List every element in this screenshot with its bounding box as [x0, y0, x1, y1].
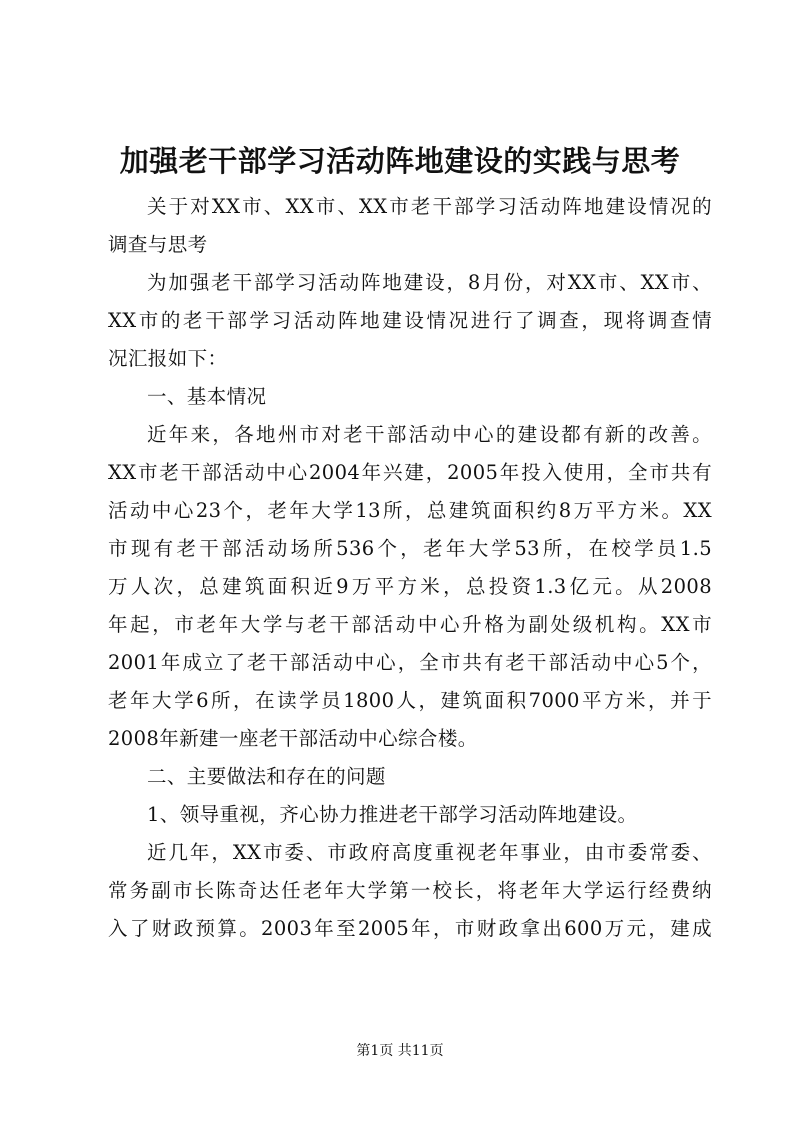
text-line: 况汇报如下：	[108, 347, 228, 370]
text-line: 调查与思考	[108, 233, 208, 256]
text-line: 一、基本情况	[147, 385, 267, 408]
text-line: 活动中心23个，老年大学13所，总建筑面积约8万平方米。XX	[108, 499, 712, 522]
text-line: 常务副市长陈奇达任老年大学第一校长，将老年大学运行经费纳	[108, 879, 712, 902]
document-title: 加强老干部学习活动阵地建设的实践与思考	[119, 144, 681, 178]
text-line: 老年大学6所，在读学员1800人，建筑面积7000平方米，并于	[108, 689, 712, 712]
text-line: XX市的老干部学习活动阵地建设情况进行了调查，现将调查情	[108, 309, 712, 332]
text-line: 关于对XX市、XX市、XX市老干部学习活动阵地建设情况的	[147, 195, 712, 218]
text-line: 2008年新建一座老干部活动中心综合楼。	[108, 727, 478, 750]
page-number-footer: 第1页 共11页	[356, 1043, 444, 1059]
text-line: 万人次，总建筑面积近9万平方米，总投资1.3亿元。从2008	[108, 575, 712, 598]
text-line: 二、主要做法和存在的问题	[147, 765, 386, 788]
text-line: XX市老干部活动中心2004年兴建，2005年投入使用，全市共有	[108, 461, 712, 484]
text-line: 年起，市老年大学与老干部活动中心升格为副处级机构。XX市	[108, 613, 712, 636]
text-line: 入了财政预算。2003年至2005年，市财政拿出600万元，建成	[108, 917, 712, 940]
text-line: 为加强老干部学习活动阵地建设，8月份，对XX市、XX市、	[147, 271, 712, 294]
document-body	[108, 188, 712, 948]
text-line: 近几年，XX市委、市政府高度重视老年事业，由市委常委、	[147, 841, 712, 864]
text-line: 近年来，各地州市对老干部活动中心的建设都有新的改善。	[147, 423, 712, 446]
text-line: 2001年成立了老干部活动中心，全市共有老干部活动中心5个，	[108, 651, 712, 674]
text-line: 市现有老干部活动场所536个，老年大学53所，在校学员1.5	[108, 537, 712, 560]
text-line: 1、领导重视，齐心协力推进老干部学习活动阵地建设。	[147, 803, 638, 826]
